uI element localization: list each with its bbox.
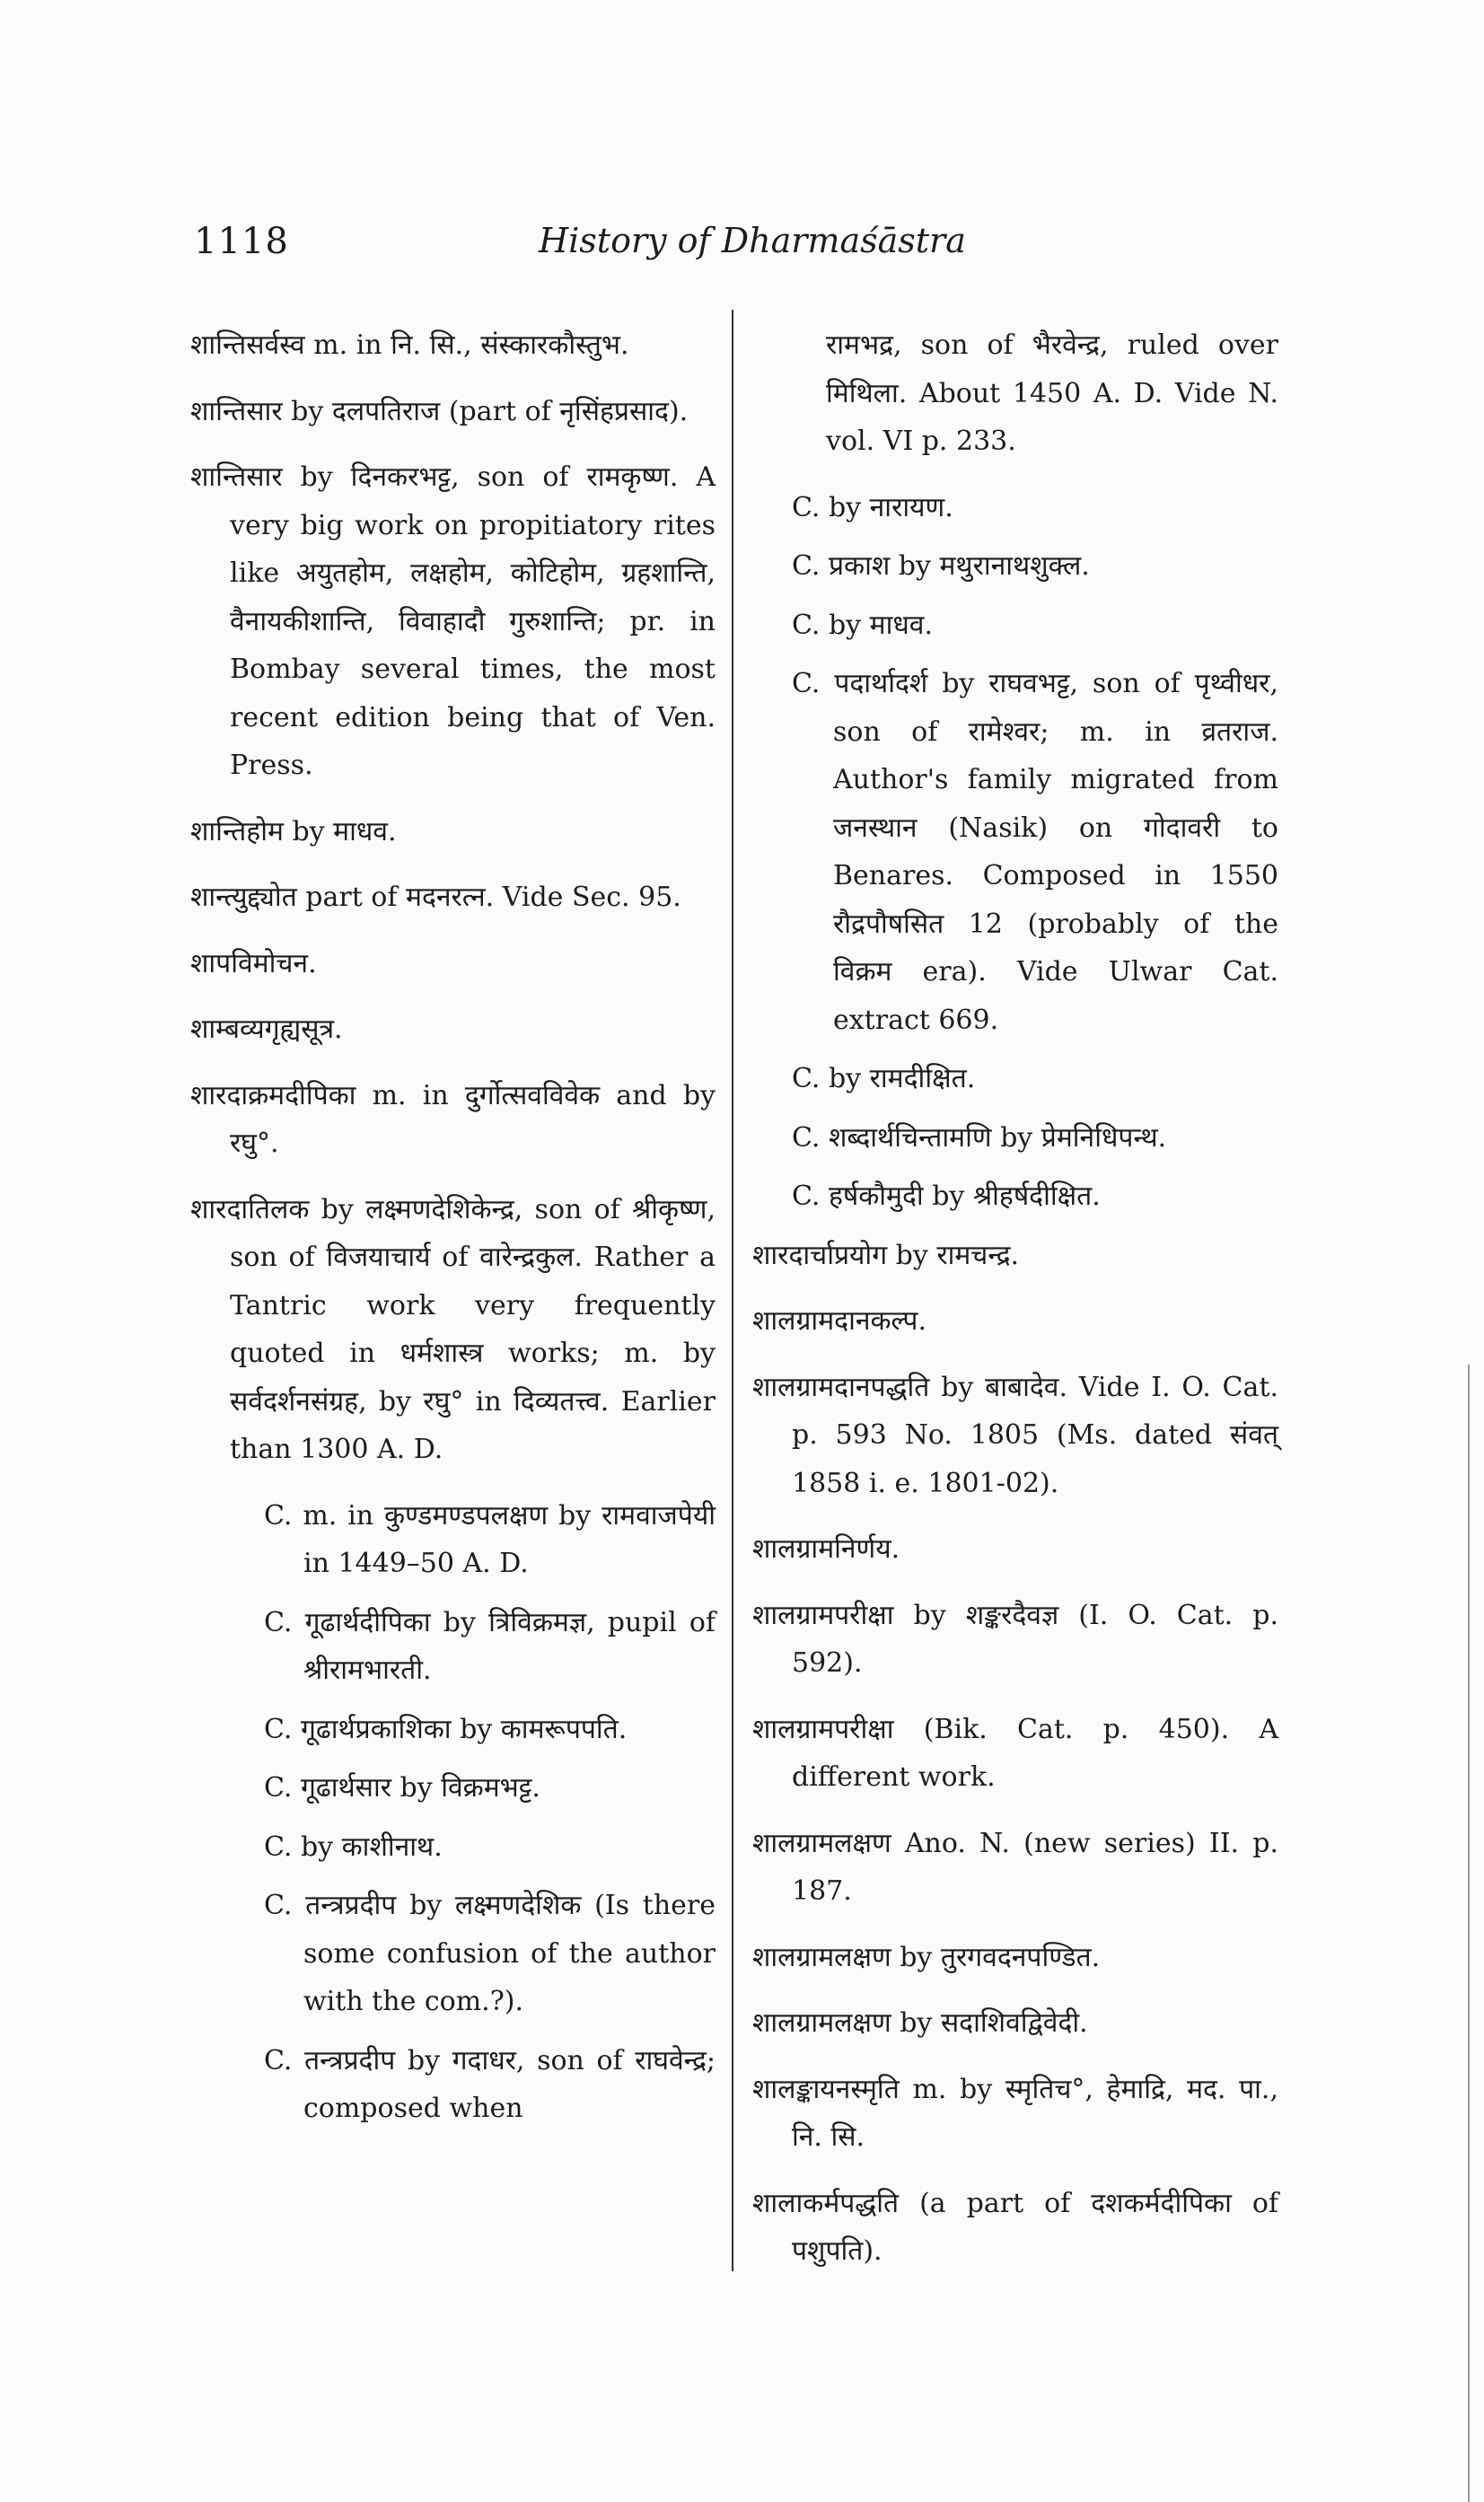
running-head: History of Dharmaśāstra (539, 221, 966, 260)
entry: शालग्रामपरीक्षा (Bik. Cat. p. 450). A different work. (752, 1713, 1278, 1793)
continued-entry: रामभद्र, son of भैरवेन्द्र, ruled over मिथिला. About 1450 A. D. Vide N. vol. VI p. 233. (826, 329, 1278, 457)
sub-entry: C. गूढार्थदीपिका by त्रिविक्रमज्ञ, pupil of श्रीरामभारती. (264, 1606, 716, 1686)
sub-entry: C. गूढार्थप्रकाशिका by कामरूपपति. (264, 1713, 628, 1745)
entry: शालग्रामनिर्णय. (752, 1533, 900, 1565)
sub-entry: C. by काशीनाथ. (264, 1830, 443, 1863)
entry: शारदातिलक by लक्ष्मणदेशिकेन्द्र, son of श्रीकृष्ण, son of विजयाचार्य of वारेन्द्रकुल. Rather a Tantric work very frequently quoted in धर्मशास्त्र works; m. by सर्वदर्शनसंग्रह, by रघु° in दिव्यतत्त्व. Earlier than 1300 A. D. (190, 1193, 716, 1465)
entry: शाम्बव्यगृह्यसूत्र. (190, 1014, 343, 1045)
sub-entry: C. m. in कुण्डमण्डपलक्षण by रामवाजपेयी in 1449–50 A. D. (264, 1499, 716, 1579)
sub-entry: C. प्रकाश by मथुरानाथशुक्ल. (792, 550, 1090, 582)
sub-entry: C. by नारायण. (792, 491, 953, 523)
entry: शान्तिसर्वस्व m. in नि. सि., संस्कारकौस्तुभ. (190, 329, 629, 361)
left-column (190, 321, 716, 2144)
entry: शारदाक्रमदीपिका m. in दुर्गोत्सवविवेक and by रघु°. (190, 1079, 716, 1159)
entry: शालग्रामलक्षण by तुरगवदनपण्डित. (752, 1941, 1101, 1973)
entry: शान्तिसार by दिनकरभट्ट, son of रामकृष्ण. A very big work on propitiatory rites like अयुतहोम, लक्षहोम, कोटिहोम, ग्रहशान्ति, वैनायकीशान्ति, विवाहादौ गुरुशान्ति; pr. in Bombay several times, the most recent edition being that of Ven. Press. (190, 461, 716, 781)
entry: शान्तिहोम by माधव. (190, 815, 397, 847)
sub-entry: C. तन्त्रप्रदीप by गदाधर, son of राघवेन्द्र; composed when (264, 2044, 716, 2124)
entry: शापविमोचन. (190, 947, 317, 979)
entry: शालङ्कायनस्मृति m. by स्मृतिच°, हेमाद्रि, मद. पा., नि. सि. (752, 2073, 1278, 2153)
sub-entry: C. पदार्थादर्श by राघवभट्ट, son of पृथ्वीधर, son of रामेश्वर; m. in व्रतराज. Author's family migrated from जनस्थान (Nasik) on गोदावरी to Benares. Composed in 1550 रौद्रपौषसित 12 (probably of the विक्रम era). Vide Ulwar Cat. extract 669. (792, 668, 1278, 1036)
sub-entry: C. by माधव. (792, 609, 934, 641)
sub-entry: C. हर्षकौमुदी by श्रीहर्षदीक्षित. (792, 1181, 1101, 1212)
entry: शारदार्चाप्रयोग by रामचन्द्र. (752, 1239, 1020, 1271)
entry: शालग्रामलक्षण by सदाशिवद्विवेदी. (752, 2007, 1088, 2039)
entry: शालग्रामलक्षण Ano. N. (new series) II. p. 187. (752, 1827, 1278, 1907)
sub-entry: C. तन्त्रप्रदीप by लक्ष्मणदेशिक (Is there some confusion of the author with the com.?). (264, 1890, 716, 2017)
entry: शान्तिसार by दलपतिराज (part of नृसिंहप्रसाद). (190, 395, 689, 427)
entry: शालग्रामपरीक्षा by शङ्करदैवज्ञ (I. O. Cat. p. 592). (752, 1599, 1278, 1679)
entry: शालग्रामदानपद्धति by बाबादेव. Vide I. O. Cat. p. 593 No. 1805 (Ms. dated संवत् 1858 i. e. 1801-02). (752, 1371, 1278, 1499)
page-number: 1118 (194, 221, 289, 262)
sub-entry: C. शब्दार्थचिन्तामणि by प्रेमनिधिपन्थ. (792, 1121, 1167, 1154)
entry: शान्त्युद्द्योत part of मदनरत्न. Vide Sec. 95. (190, 882, 681, 913)
right-column (752, 321, 1278, 2294)
entry: शालग्रामदानकल्प. (752, 1305, 926, 1337)
page-edge-line (1468, 1365, 1470, 2502)
column-divider (732, 310, 733, 2271)
sub-entry: C. गूढार्थसार by विक्रमभट्ट. (264, 1772, 540, 1804)
sub-entry: C. by रामदीक्षित. (792, 1063, 976, 1094)
entry: शालाकर्मपद्धति (a part of दशकर्मदीपिका of पशुपति). (752, 2187, 1278, 2267)
